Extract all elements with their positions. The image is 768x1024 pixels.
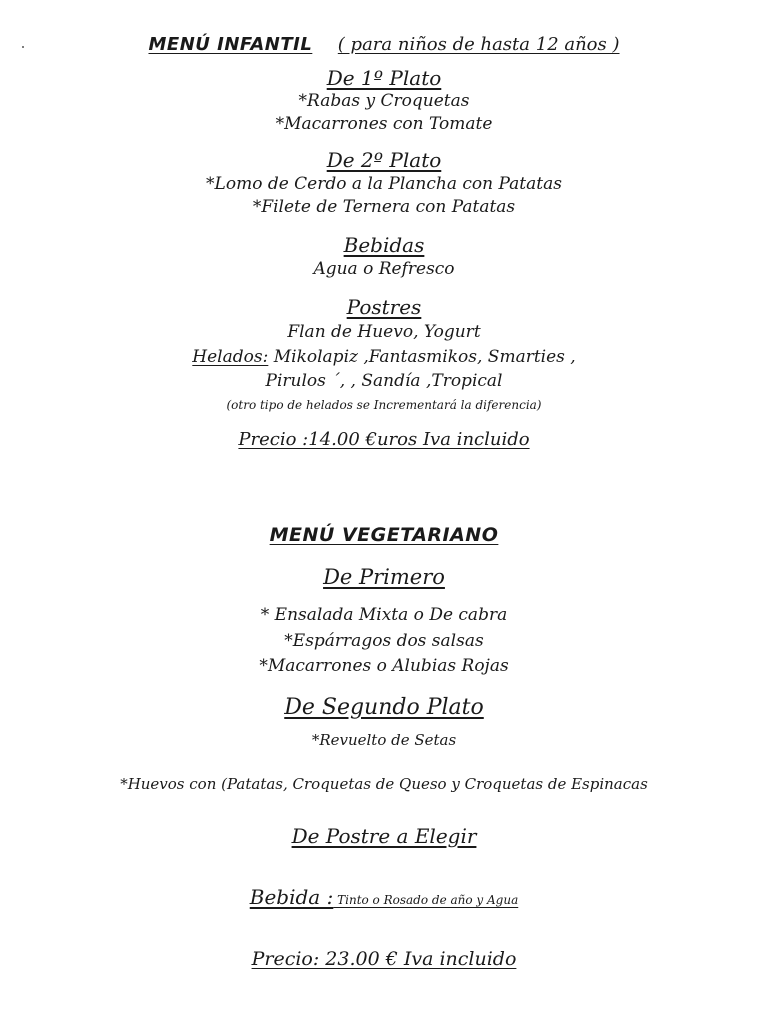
infantil-second-course-item: *Filete de Ternera con Patatas xyxy=(252,197,516,217)
vegetariano-dessert-heading-text: De Postre a Elegir xyxy=(291,824,477,848)
infantil-ice-cream-line xyxy=(0,349,768,366)
vegetariano-first-course-item: * Ensalada Mixta o De cabra xyxy=(260,605,508,625)
infantil-drinks-text: Agua o Refresco xyxy=(313,259,455,279)
infantil-title-line xyxy=(0,36,768,54)
vegetariano-title: MENÚ VEGETARIANO xyxy=(269,524,499,546)
infantil-desserts-heading xyxy=(0,297,768,317)
vegetariano-dessert-heading xyxy=(0,826,768,846)
infantil-ice-cream-note: (otro tipo de helados se Incrementará la diferencia) xyxy=(226,398,542,412)
vegetariano-second-course-heading-text: De Segundo Plato xyxy=(284,695,484,720)
infantil-price-text: Precio :14.00 €uros Iva incluido xyxy=(238,429,530,450)
infantil-ice-cream-label: Helados: xyxy=(192,347,269,367)
infantil-desserts-heading-text: Postres xyxy=(346,295,422,319)
infantil-desserts-text: Flan de Huevo, Yogurt xyxy=(287,322,481,342)
infantil-ice-cream-list-2: Pirulos ´, , Sandía ,Tropical xyxy=(265,371,503,391)
infantil-ice-cream-list-1: Mikolapiz ,Fantasmikos, Smarties , xyxy=(268,347,576,367)
infantil-second-course-heading-text: De 2º Plato xyxy=(326,148,442,172)
infantil-first-course-item: *Rabas y Croquetas xyxy=(298,91,470,111)
infantil-second-course-heading xyxy=(0,150,768,170)
infantil-first-course-item: *Macarrones con Tomate xyxy=(275,114,493,134)
vegetariano-price-text: Precio: 23.00 € Iva incluido xyxy=(251,948,517,970)
infantil-second-course-item: *Lomo de Cerdo a la Plancha con Patatas xyxy=(206,174,562,194)
vegetariano-second-course-heading xyxy=(0,697,768,719)
infantil-drinks-heading-text: Bebidas xyxy=(343,233,425,257)
infantil-drinks-heading xyxy=(0,235,768,255)
vegetariano-drink-text: Tinto o Rosado de año y Agua xyxy=(333,893,519,907)
vegetariano-second-course-item: *Revuelto de Setas xyxy=(311,731,457,749)
vegetariano-drink-label: Bebida : xyxy=(249,885,334,909)
vegetariano-first-course-heading xyxy=(0,567,768,588)
infantil-price xyxy=(0,431,768,449)
vegetariano-title-line xyxy=(0,526,768,545)
infantil-title: MENÚ INFANTIL xyxy=(148,34,313,55)
vegetariano-first-course-item: *Macarrones o Alubias Rojas xyxy=(259,656,509,676)
vegetariano-drink-line xyxy=(0,887,768,907)
infantil-first-course-heading-text: De 1º Plato xyxy=(326,66,442,90)
infantil-first-course-heading xyxy=(0,68,768,88)
vegetariano-price xyxy=(0,950,768,969)
vegetariano-first-course-heading-text: De Primero xyxy=(323,565,445,589)
vegetariano-second-course-item: *Huevos con (Patatas, Croquetas de Queso y Croquetas de Espinacas xyxy=(120,775,648,793)
infantil-subtitle: ( para niños de hasta 12 años ) xyxy=(337,34,620,55)
vegetariano-first-course-item: *Espárragos dos salsas xyxy=(284,631,484,651)
